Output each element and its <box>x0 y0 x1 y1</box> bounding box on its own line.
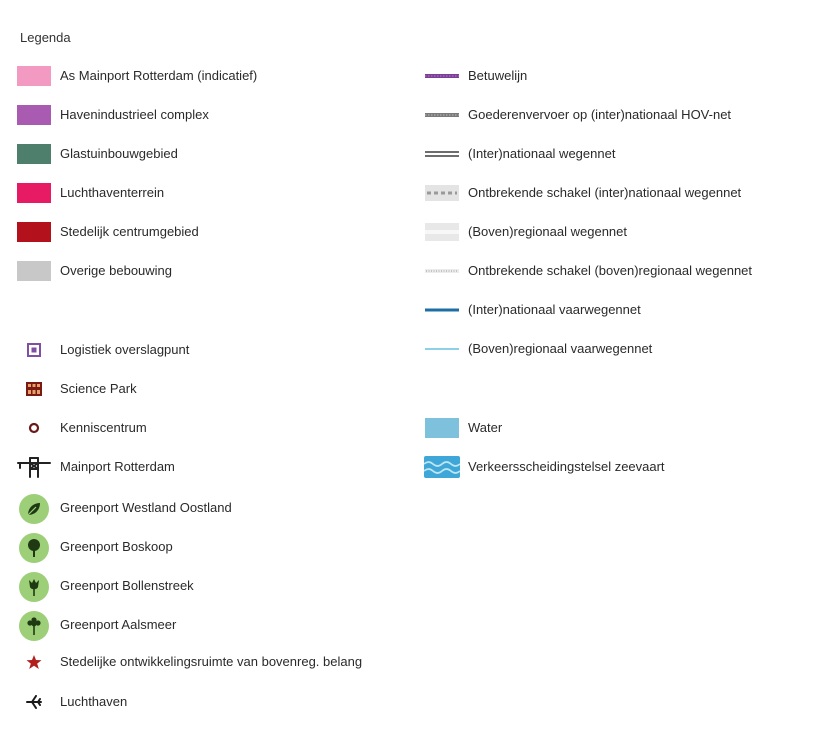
wave-swatch-icon <box>424 455 460 479</box>
purple-rail-line-icon <box>424 64 460 88</box>
legend-label: Goederenvervoer op (inter)nationaal HOV-net <box>468 107 732 122</box>
legend-label: (Inter)nationaal vaarwegennet <box>468 302 641 317</box>
green-swatch-icon <box>17 144 51 164</box>
crane-icon <box>16 455 52 479</box>
legend-label: (Boven)regionaal wegennet <box>468 224 627 239</box>
legend-label: Ontbrekende schakel (boven)regionaal wegennet <box>468 263 753 278</box>
legend-label: Verkeersscheidingstelsel zeevaart <box>468 459 665 474</box>
legend-title: Legenda <box>20 30 71 45</box>
waterway-line-icon <box>424 298 460 322</box>
logistics-square-icon <box>16 338 52 362</box>
pink-swatch-icon <box>17 66 51 86</box>
legend-label: Luchthaven <box>60 694 128 709</box>
dotted-road-line-icon <box>424 259 460 283</box>
legend-label: Ontbrekende schakel (inter)nationaal wegennet <box>468 185 742 200</box>
legend-label: Overige bebouwing <box>60 263 173 278</box>
light-waterway-line-icon <box>424 337 460 361</box>
magenta-swatch-icon <box>17 183 51 203</box>
legend-label: Science Park <box>60 381 137 396</box>
legend-label: Glastuinbouwgebied <box>60 146 178 161</box>
legend-label: Luchthaventerrein <box>60 185 165 200</box>
regional-road-band-icon <box>424 220 460 244</box>
science-park-icon <box>16 377 52 401</box>
double-road-line-icon <box>424 142 460 166</box>
legend-label: Water <box>468 420 503 435</box>
legend-label: Kenniscentrum <box>60 420 147 435</box>
legend-label: (Boven)regionaal vaarwegennet <box>468 341 653 356</box>
tree-icon <box>16 533 52 563</box>
legend-label: Greenport Westland Oostland <box>60 500 232 515</box>
legend-label: Greenport Bollenstreek <box>60 578 194 593</box>
dashed-road-band-icon <box>424 181 460 205</box>
legend-label: Greenport Boskoop <box>60 539 173 554</box>
grey-rail-line-icon <box>424 103 460 127</box>
flower-icon <box>16 611 52 641</box>
legend-label: Stedelijk centrumgebied <box>60 224 199 239</box>
grey-swatch-icon <box>17 261 51 281</box>
red-swatch-icon <box>17 222 51 242</box>
airplane-icon <box>16 690 52 714</box>
water-swatch-icon <box>424 416 460 440</box>
leaf-icon <box>16 494 52 524</box>
tulip-icon <box>16 572 52 602</box>
legend-label: As Mainport Rotterdam (indicatief) <box>60 68 258 83</box>
legend-label: Havenindustrieel complex <box>60 107 209 122</box>
legend-label: Stedelijke ontwikkelingsruimte van bovenreg. belang <box>60 654 363 669</box>
star-icon <box>16 650 52 674</box>
legend-label: Betuwelijn <box>468 68 528 83</box>
ring-icon <box>16 416 52 440</box>
legend-label: Greenport Aalsmeer <box>60 617 177 632</box>
legend-label: Logistiek overslagpunt <box>60 342 190 357</box>
legend-label: (Inter)nationaal wegennet <box>468 146 616 161</box>
legend-label: Mainport Rotterdam <box>60 459 175 474</box>
purple-swatch-icon <box>17 105 51 125</box>
